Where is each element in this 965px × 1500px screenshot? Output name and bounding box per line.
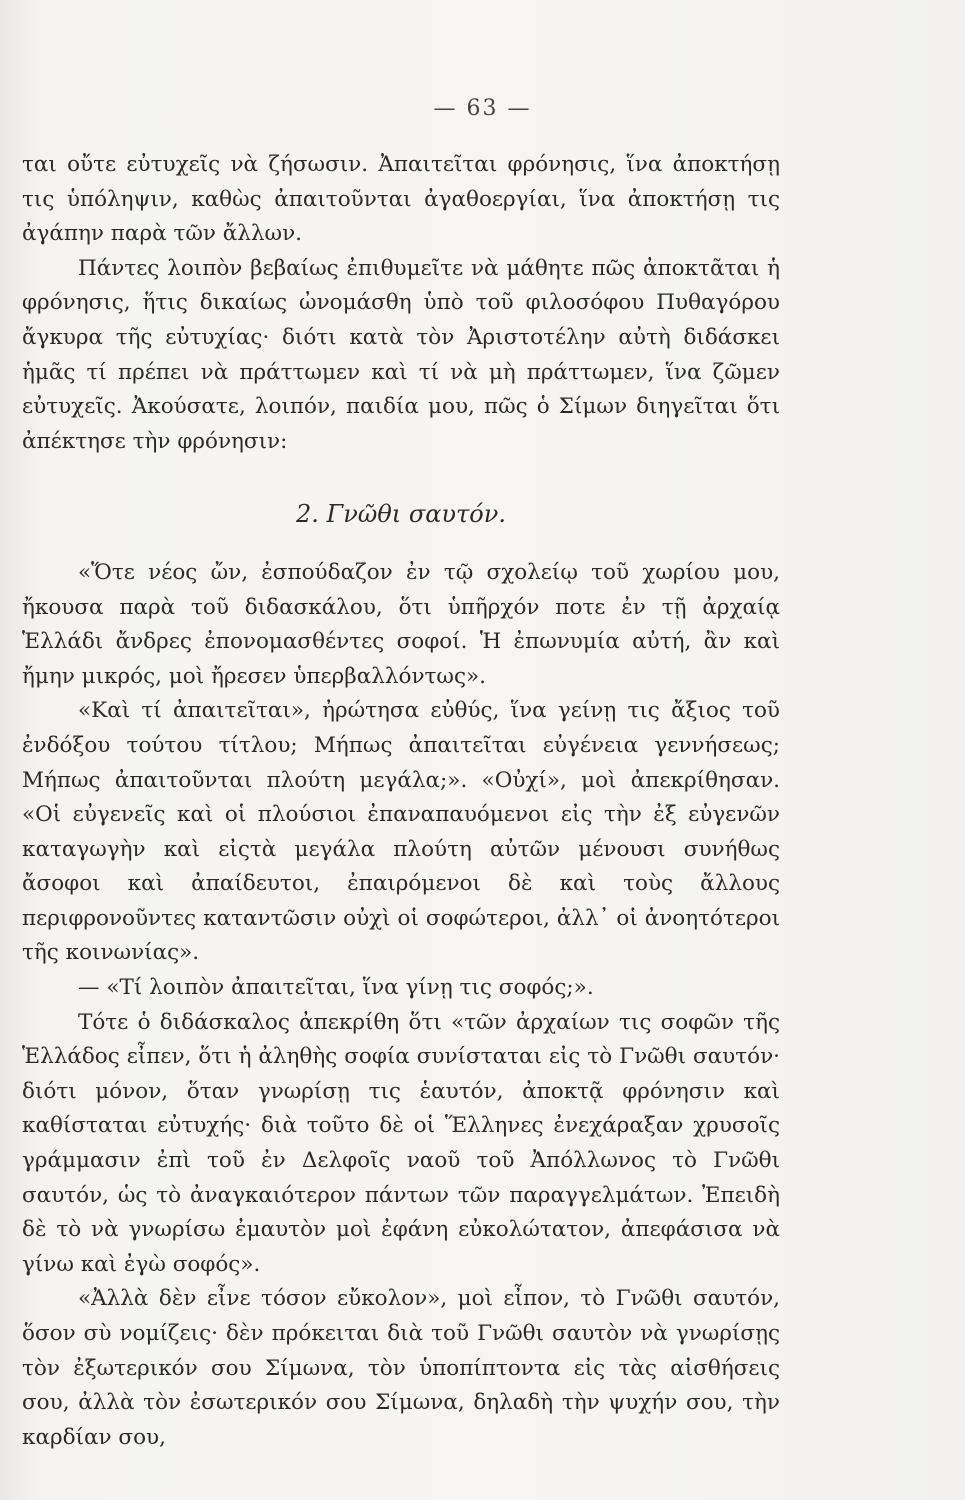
paragraph-continuation: ται οὔτε εὐτυχεῖς νὰ ζήσωσιν. Ἀπαιτεῖται φρόνησις, ἵνα ἀποκτήσῃ τις ὑπόληψιν, καθὼς ἀπαιτοῦνται ἀγαθοεργίαι, ἵνα ἀποκτήσῃ τις ἀγάπην παρὰ τῶν ἄλλων.	[22, 152, 780, 247]
paragraph-teacher: Τότε ὁ διδάσκαλος ἀπεκρίθη ὅτι «τῶν ἀρχαίων τις σοφῶν τῆς Ἑλλάδος εἶπεν, ὅτι ἡ ἀληθὴς σοφία συνίσταται εἰς τὸ Γνῶθι σαυτόν· διότι μόνον, ὅταν γνωρίσῃ τις ἑαυτόν, ἀποκτᾷ φρόνησιν καὶ καθίσταται εὐτυχής· διὰ τοῦτο δὲ οἱ Ἕλληνες ἐνεχάραξαν χρυσοῖς γράμμασιν ἐπὶ τοῦ ἐν Δελφοῖς ναοῦ τοῦ Ἀπόλλωνος τὸ Γνῶθι σαυτόν, ὡς τὸ ἀναγκαιότερον πάντων τῶν παραγγελμάτων. Ἐπειδὴ δὲ τὸ νὰ γνωρίσω ἐμαυτὸν μοὶ ἐφάνη εὐκολώτατον, ἀπεφάσισα νὰ γίνω καὶ ἐγὼ σοφός».	[22, 1009, 780, 1277]
paragraph-school: «Ὅτε νέος ὤν, ἐσπούδαζον ἐν τῷ σχολείῳ τοῦ χωρίου μου, ἤκουσα παρὰ τοῦ διδασκάλου, ὅτι ὑπῆρχόν ποτε ἐν τῇ ἀρχαίᾳ Ἑλλάδι ἄνδρες ἐπονομασθέντες σοφοί. Ἡ ἐπωνυμία αὐτή, ἂν καὶ ἤμην μικρός, μοὶ ἤρεσεν ὑπερβαλλόντως».	[22, 559, 780, 689]
page-body	[22, 148, 780, 1455]
paragraph-question: «Καὶ τί ἀπαιτεῖται», ἠρώτησα εὐθύς, ἵνα γείνῃ τις ἄξιος τοῦ ἐνδόξου τούτου τίτλου; Μήπως ἀπαιτεῖται εὐγένεια γεννήσεως; Μήπως ἀπαιτοῦνται πλούτη μεγάλα;». «Οὐχί», μοὶ ἀπεκρίθησαν. «Οἱ εὐγενεῖς καὶ οἱ πλούσιοι ἐπαναπαυόμενοι εἰς τὴν ἐξ εὐγενῶν καταγωγὴν καὶ εἰςτὰ μεγάλα πλούτη αὐτῶν μένουσι συνήθως ἄσοφοι καὶ ἀπαίδευτοι, ἐπαιρόμενοι δὲ καὶ τοὺς ἄλλους περιφρονοῦντες καταντῶσιν οὐχὶ οἱ σοφώτεροι, ἀλλ᾽ οἱ ἀνοητότεροι τῆς κοινωνίας».	[22, 698, 780, 966]
page-number: — 63 —	[433, 96, 532, 121]
paragraph-dialogue: — «Τί λοιπὸν ἀπαιτεῖται, ἵνα γίνῃ τις σοφός;».	[78, 975, 594, 1001]
section-heading: 2. Γνῶθι σαυτόν.	[296, 500, 506, 529]
paragraph-reply: «Ἀλλὰ δὲν εἶνε τόσον εὔκολον», μοὶ εἶπον, τὸ Γνῶθι σαυτόν, ὅσον σὺ νομίζεις· δὲν πρόκειται διὰ τοῦ Γνῶθι σαυτὸν νὰ γνωρίσῃς τὸν ἐξωτερικόν σου Σίμωνα, τὸν ὑποπίπτοντα εἰς τὰς αἰσθήσεις σου, ἀλλὰ τὸν ἐσωτερικόν σου Σίμωνα, δηλαδὴ τὴν ψυχήν σου, τὴν καρδίαν σου,	[22, 1286, 780, 1450]
paragraph-wisdom: Πάντες λοιπὸν βεβαίως ἐπιθυμεῖτε νὰ μάθητε πῶς ἀποκτᾶται ἡ φρόνησις, ἥτις δικαίως ὠνομάσθη ὑπὸ τοῦ φιλοσόφου Πυθαγόρου ἄγκυρα τῆς εὐτυχίας· διότι κατὰ τὸν Ἀριστοτέλην αὐτὴ διδάσκει ἡμᾶς τί πρέπει νὰ πράττωμεν καὶ τί νὰ μὴ πράττωμεν, ἵνα ζῶμεν εὐτυχεῖς. Ἀκούσατε, λοιπόν, παιδία μου, πῶς ὁ Σίμων διηγεῖται ὅτι ἀπέκτησε τὴν φρόνησιν:	[22, 255, 780, 454]
